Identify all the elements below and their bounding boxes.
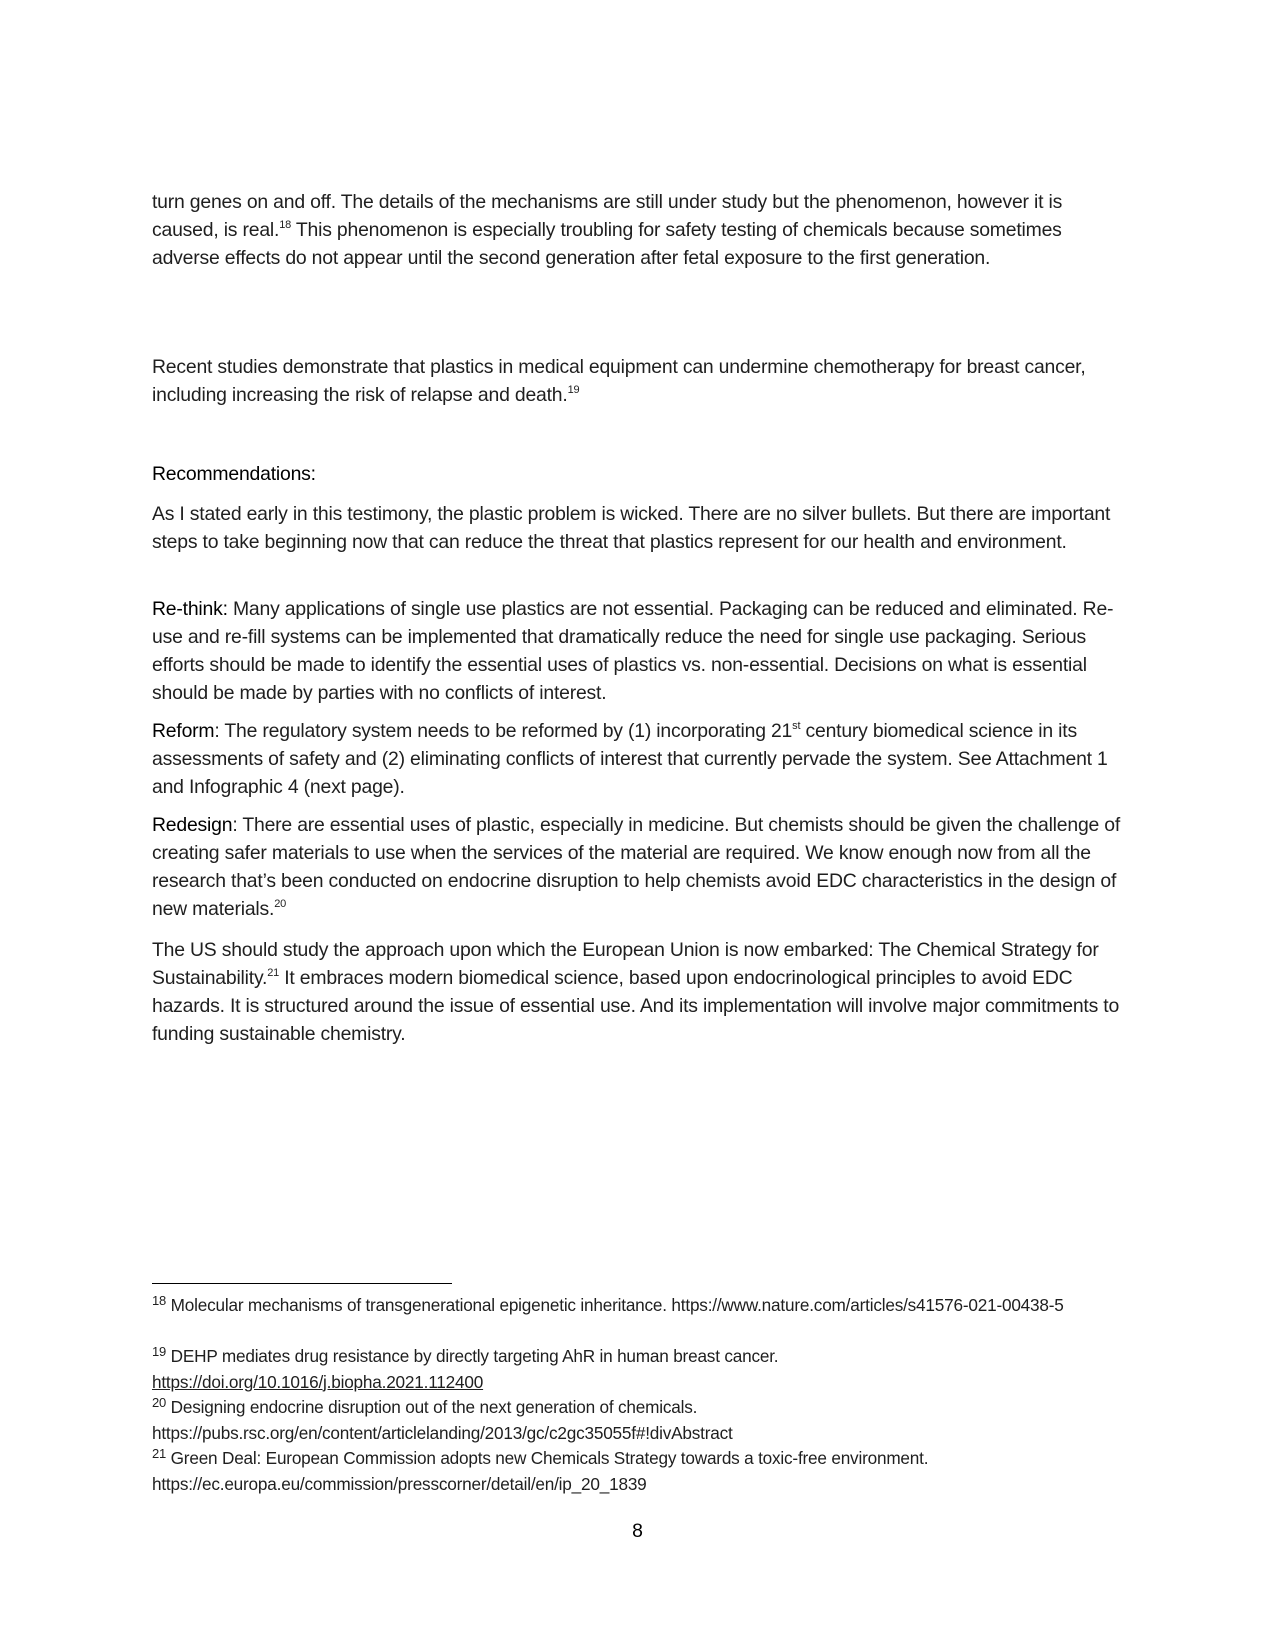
paragraph-text: turn genes on and off. The details of the mechanisms are still under study but the phenomenon, however it is caused, is real. <box>152 191 1063 241</box>
paragraph-text: Recent studies demonstrate that plastics in medical equipment can undermine chemotherapy for breast cancer, including increasing the risk of relapse and death. <box>152 356 1086 406</box>
footnote-number: 19 <box>152 1344 167 1359</box>
paragraph-text: The US should study the approach upon which the European Union is now embarked: The Chemical Strategy for Sustainability. <box>152 939 1099 989</box>
ordinal-suffix: st <box>792 720 801 732</box>
section-heading-recommendations: Recommendations: <box>152 463 316 485</box>
footnote-number: 20 <box>152 1395 167 1410</box>
paragraph-redesign <box>152 811 1132 923</box>
footnote-text: Designing endocrine disruption out of the next generation of chemicals. <box>166 1397 698 1417</box>
footnote-18 <box>152 1293 1152 1319</box>
footnote-ref-18[interactable]: 18 <box>279 219 292 231</box>
footnote-21 <box>152 1446 1152 1497</box>
footnote-text: DEHP mediates drug resistance by directly targeting AhR in human breast cancer. <box>166 1346 779 1366</box>
footnote-link[interactable]: https://doi.org/10.1016/j.biopha.2021.112400 <box>152 1371 484 1392</box>
label-rethink: Re-think: <box>152 598 228 620</box>
paragraph-epigenetics <box>152 188 1132 272</box>
footnote-text: Green Deal: European Commission adopts new Chemicals Strategy towards a toxic-free environment. <box>166 1448 929 1468</box>
footnote-url: https://ec.europa.eu/commission/presscorner/detail/en/ip_20_1839 <box>152 1473 647 1494</box>
paragraph-rethink <box>152 595 1132 707</box>
paragraph-eu-strategy <box>152 936 1132 1048</box>
paragraph-reform <box>152 717 1132 801</box>
paragraph-text: century biomedical science in its assessments of safety and (2) eliminating conflicts of interest that currently pervade the system. See Attachment 1 and Infographic 4 (next page). <box>152 720 1108 798</box>
footnote-ref-19[interactable]: 19 <box>567 384 580 396</box>
label-redesign: Redesign <box>152 814 233 836</box>
footnote-ref-21[interactable]: 21 <box>267 967 280 979</box>
page-number: 8 <box>632 1520 643 1542</box>
footnote-separator <box>152 1283 452 1284</box>
paragraph-text: It embraces modern biomedical science, based upon endocrinological principles to avoid EDC hazards. It is structured around the issue of essential use. And its implementation will involve major commitments to funding sustainable chemistry. <box>152 967 1120 1045</box>
label-reform: Reform <box>152 720 215 742</box>
footnote-ref-20[interactable]: 20 <box>274 898 287 910</box>
footnote-20 <box>152 1395 1152 1446</box>
paragraph-intro-recommendations: As I stated early in this testimony, the plastic problem is wicked. There are no silver bullets. But there are important steps to take beginning now that can reduce the threat that plastics represent for our health and environment. <box>152 503 1111 553</box>
paragraph-text: This phenomenon is especially troubling for safety testing of chemicals because sometimes adverse effects do not appear until the second generation after fetal exposure to the first generation. <box>152 219 1062 269</box>
footnote-number: 21 <box>152 1446 167 1461</box>
paragraph-text: : There are essential uses of plastic, especially in medicine. But chemists should be given the challenge of creating safer materials to use when the services of the material are required. We know enough now from all the research that’s been conducted on endocrine disruption to help chemists avoid EDC characteristics in the design of new materials. <box>152 814 1121 920</box>
footnote-19 <box>152 1344 1152 1395</box>
paragraph-text: Many applications of single use plastics are not essential. Packaging can be reduced and eliminated. Re-use and re-fill systems can be implemented that dramatically reduce the need for single use packaging. Serious efforts should be made to identify the essential uses of plastics vs. non-essential. Decisions on what is essential should be made by parties with no conflicts of interest. <box>152 598 1114 704</box>
paragraph-text: : The regulatory system needs to be reformed by (1) incorporating 21 <box>214 720 793 742</box>
paragraph-chemotherapy <box>152 353 1132 409</box>
footnote-url: https://pubs.rsc.org/en/content/articlelanding/2013/gc/c2gc35055f#!divAbstract <box>152 1422 733 1443</box>
footnote-number: 18 <box>152 1293 167 1308</box>
footnote-text: Molecular mechanisms of transgenerational epigenetic inheritance. https://www.nature.com/articles/s41576-021-00438-5 <box>166 1295 1064 1315</box>
